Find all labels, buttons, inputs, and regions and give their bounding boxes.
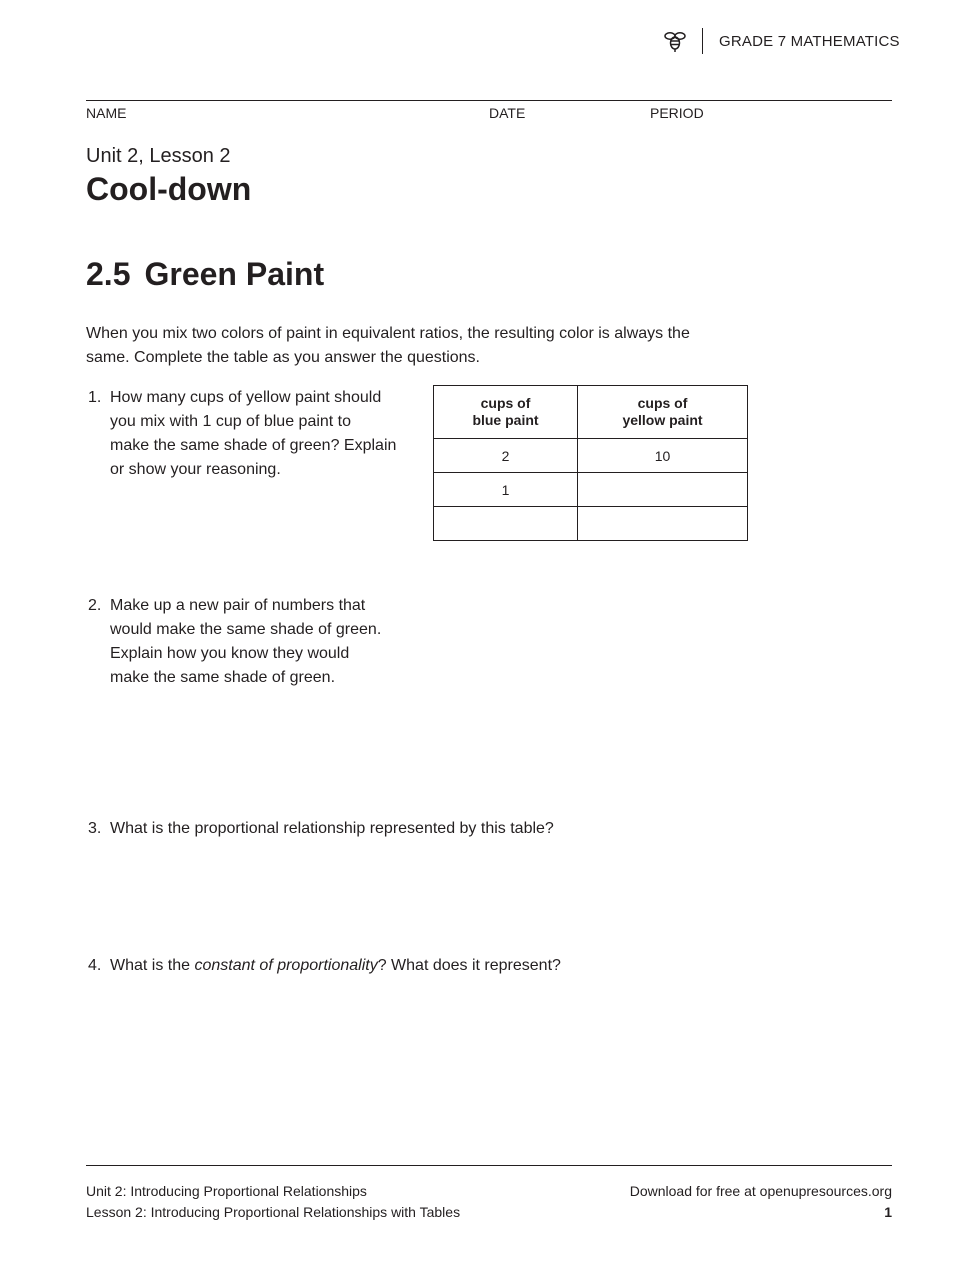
intro-line: When you mix two colors of paint in equivalent ratios, the resulting color is always the	[86, 325, 690, 342]
question-1	[88, 386, 396, 482]
question-line: would make the same shade of green.	[110, 621, 382, 638]
table-cell: 10	[578, 439, 748, 473]
question-text-end: ? What does it represent?	[377, 957, 561, 974]
question-2	[88, 594, 381, 690]
date-label: DATE	[489, 105, 526, 121]
intro-line: same. Complete the table as you answer the questions.	[86, 349, 480, 366]
header-line: yellow paint	[622, 412, 703, 428]
question-3	[88, 817, 554, 841]
footer-download-link[interactable]: Download for free at openupresources.org	[629, 1183, 892, 1199]
question-line: make the same shade of green.	[110, 669, 336, 686]
table-cell-blank[interactable]	[578, 507, 748, 541]
period-label: PERIOD	[650, 105, 704, 121]
question-line: make the same shade of green? Explain	[110, 437, 397, 454]
activity-number: 2.5	[86, 256, 131, 292]
question-text: What is the proportional relationship represented by this table?	[110, 820, 554, 837]
header-blue-paint	[434, 386, 578, 439]
activity-name: Green Paint	[144, 256, 325, 292]
header-divider	[702, 28, 703, 54]
question-number: 2.	[88, 597, 102, 614]
name-label: NAME	[86, 105, 127, 121]
question-4	[88, 954, 561, 978]
header-line: cups of	[637, 395, 688, 411]
question-line: Make up a new pair of numbers that	[110, 597, 366, 614]
table-cell-blank[interactable]	[434, 507, 578, 541]
name-line	[86, 100, 892, 101]
question-line: How many cups of yellow paint should	[110, 389, 382, 406]
table-cell: 1	[434, 473, 578, 507]
footer-left	[86, 1181, 460, 1223]
question-number: 1.	[88, 389, 102, 406]
table-cell-blank[interactable]	[578, 473, 748, 507]
unit-lesson-heading: Unit 2, Lesson 2	[86, 145, 231, 167]
question-line: Explain how you know they would	[110, 645, 350, 662]
ratio-table	[433, 385, 748, 541]
bee-logo-icon	[662, 28, 688, 54]
table-row	[434, 507, 748, 541]
footer-lesson: Lesson 2: Introducing Proportional Relationships with Tables	[86, 1204, 461, 1220]
question-line: you mix with 1 cup of blue paint to	[110, 413, 352, 430]
question-text-start: What is the	[110, 957, 195, 974]
page-title: Cool-down	[86, 171, 252, 207]
header-line: blue paint	[472, 412, 539, 428]
question-text	[110, 594, 381, 690]
table-row	[434, 473, 748, 507]
header-line: cups of	[480, 395, 531, 411]
question-line: or show your reasoning.	[110, 461, 281, 478]
question-number: 4.	[88, 957, 102, 974]
question-text	[110, 386, 396, 482]
header-yellow-paint	[578, 386, 748, 439]
page-number: 1	[884, 1204, 892, 1220]
table-row	[434, 439, 748, 473]
header-brand	[662, 28, 900, 54]
activity-heading	[86, 256, 324, 293]
question-text	[110, 954, 561, 978]
footer-unit: Unit 2: Introducing Proportional Relationships	[86, 1183, 367, 1199]
table-cell: 2	[434, 439, 578, 473]
footer-line	[86, 1165, 892, 1166]
course-title: GRADE 7 MATHEMATICS	[719, 32, 900, 50]
footer-right	[630, 1181, 892, 1223]
question-number: 3.	[88, 820, 102, 837]
activity-intro	[86, 322, 746, 370]
table-header-row	[434, 386, 748, 439]
term-constant-of-proportionality: constant of proportionality	[194, 957, 378, 974]
